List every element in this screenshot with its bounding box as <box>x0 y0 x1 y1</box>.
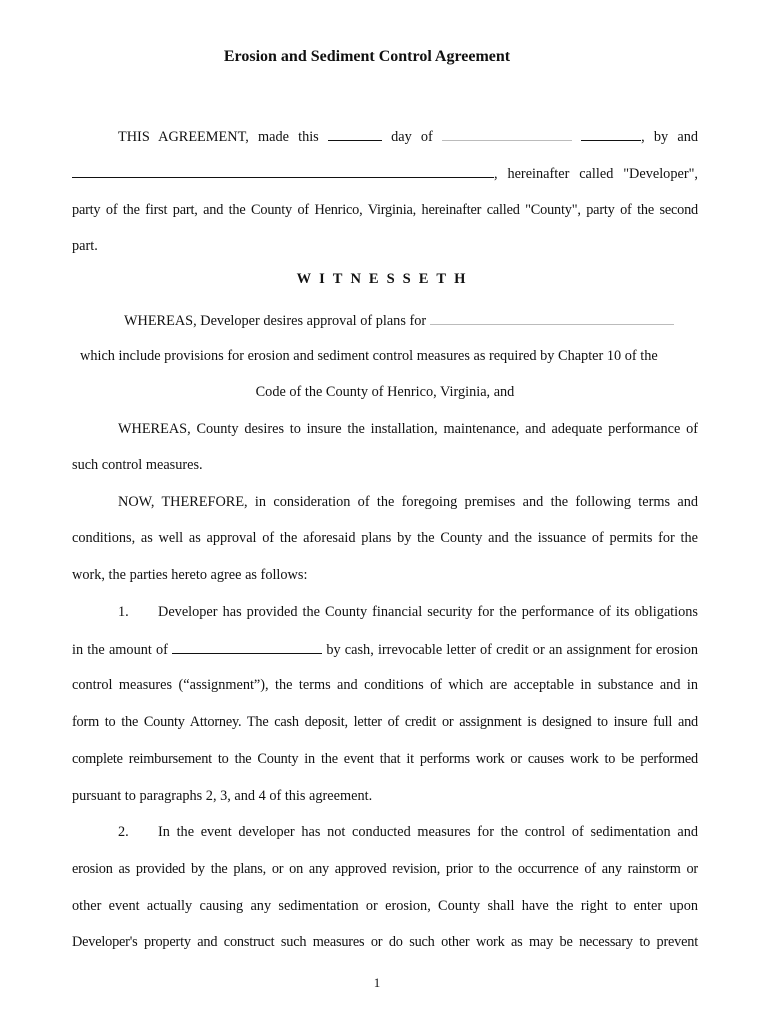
para1-line-4: form to the County Attorney. The cash deposit, letter of credit or assignment is designed to insure full and <box>72 714 698 730</box>
now-therefore-line-2: conditions, as well as approval of the aforesaid plans by the County and the issuance of permits for the <box>72 530 698 546</box>
para2-line-2: erosion as provided by the plans, or on any approved revision, prior to the occurrence of any rainstorm or <box>72 861 698 877</box>
document-title: Erosion and Sediment Control Agreement <box>223 48 511 65</box>
amount-blank[interactable] <box>172 639 322 654</box>
whereas1-line-2: which include provisions for erosion and sediment control measures as required by Chapter 10 of the <box>80 348 658 364</box>
para1-line-3: control measures (“assignment”), the terms and conditions of which are acceptable in substance and in <box>72 677 698 693</box>
para1-text-1: Developer has provided the County financial security for the performance of its obligations <box>158 604 698 620</box>
para2-line-1 <box>118 822 698 842</box>
opening-line-4: part. <box>72 238 98 254</box>
para2-text-1: In the event developer has not conducted measures for the control of sedimentation and <box>158 824 698 840</box>
para2-number: 2. <box>118 824 129 840</box>
opening-developer-text: , hereinafter called "Developer", <box>494 166 698 182</box>
year-blank[interactable] <box>581 126 641 141</box>
para1-text-2: by cash, irrevocable letter of credit or an assignment for erosion <box>326 642 699 658</box>
para2-line-4: Developer's property and construct such measures or do such other work as may be necessary to prevent <box>72 934 698 950</box>
para1-line-2 <box>72 639 698 660</box>
day-blank[interactable] <box>328 126 382 141</box>
para1-line-5: complete reimbursement to the County in the event that it performs work or causes work to be performed <box>72 751 698 767</box>
witnesseth-heading: WITNESSETH <box>296 271 474 287</box>
para1-line-6: pursuant to paragraphs 2, 3, and 4 of this agreement. <box>72 788 373 804</box>
para1-amount-label: in the amount of <box>72 642 168 658</box>
whereas1-line-3: Code of the County of Henrico, Virginia, and <box>255 384 515 400</box>
whereas1-text: WHEREAS, Developer desires approval of plans for <box>124 313 427 329</box>
whereas2-line-2: such control measures. <box>72 457 203 473</box>
whereas1-line-1 <box>124 310 698 331</box>
opening-line-1 <box>118 126 698 147</box>
plans-blank[interactable] <box>430 310 674 325</box>
para1-line-1 <box>118 602 698 622</box>
opening-line-2 <box>72 163 698 184</box>
para2-line-3: other event actually causing any sedimentation or erosion, County shall have the right to enter upon <box>72 898 698 914</box>
opening-text-b: day of <box>391 129 433 145</box>
now-therefore-line-3: work, the parties hereto agree as follows: <box>72 567 308 583</box>
whereas2-line-1: WHEREAS, County desires to insure the installation, maintenance, and adequate performance of <box>118 421 698 437</box>
para1-number: 1. <box>118 604 129 620</box>
developer-name-blank[interactable] <box>72 163 494 178</box>
opening-line-3: party of the first part, and the County of Henrico, Virginia, hereinafter called "County", party of the second <box>72 202 698 218</box>
opening-text-c: , by and <box>641 129 699 145</box>
now-therefore-line-1: NOW, THEREFORE, in consideration of the foregoing premises and the following terms and <box>118 494 698 510</box>
month-blank[interactable] <box>442 126 572 141</box>
opening-text-a: THIS AGREEMENT, made this <box>118 129 319 145</box>
page-number: 1 <box>373 975 381 990</box>
